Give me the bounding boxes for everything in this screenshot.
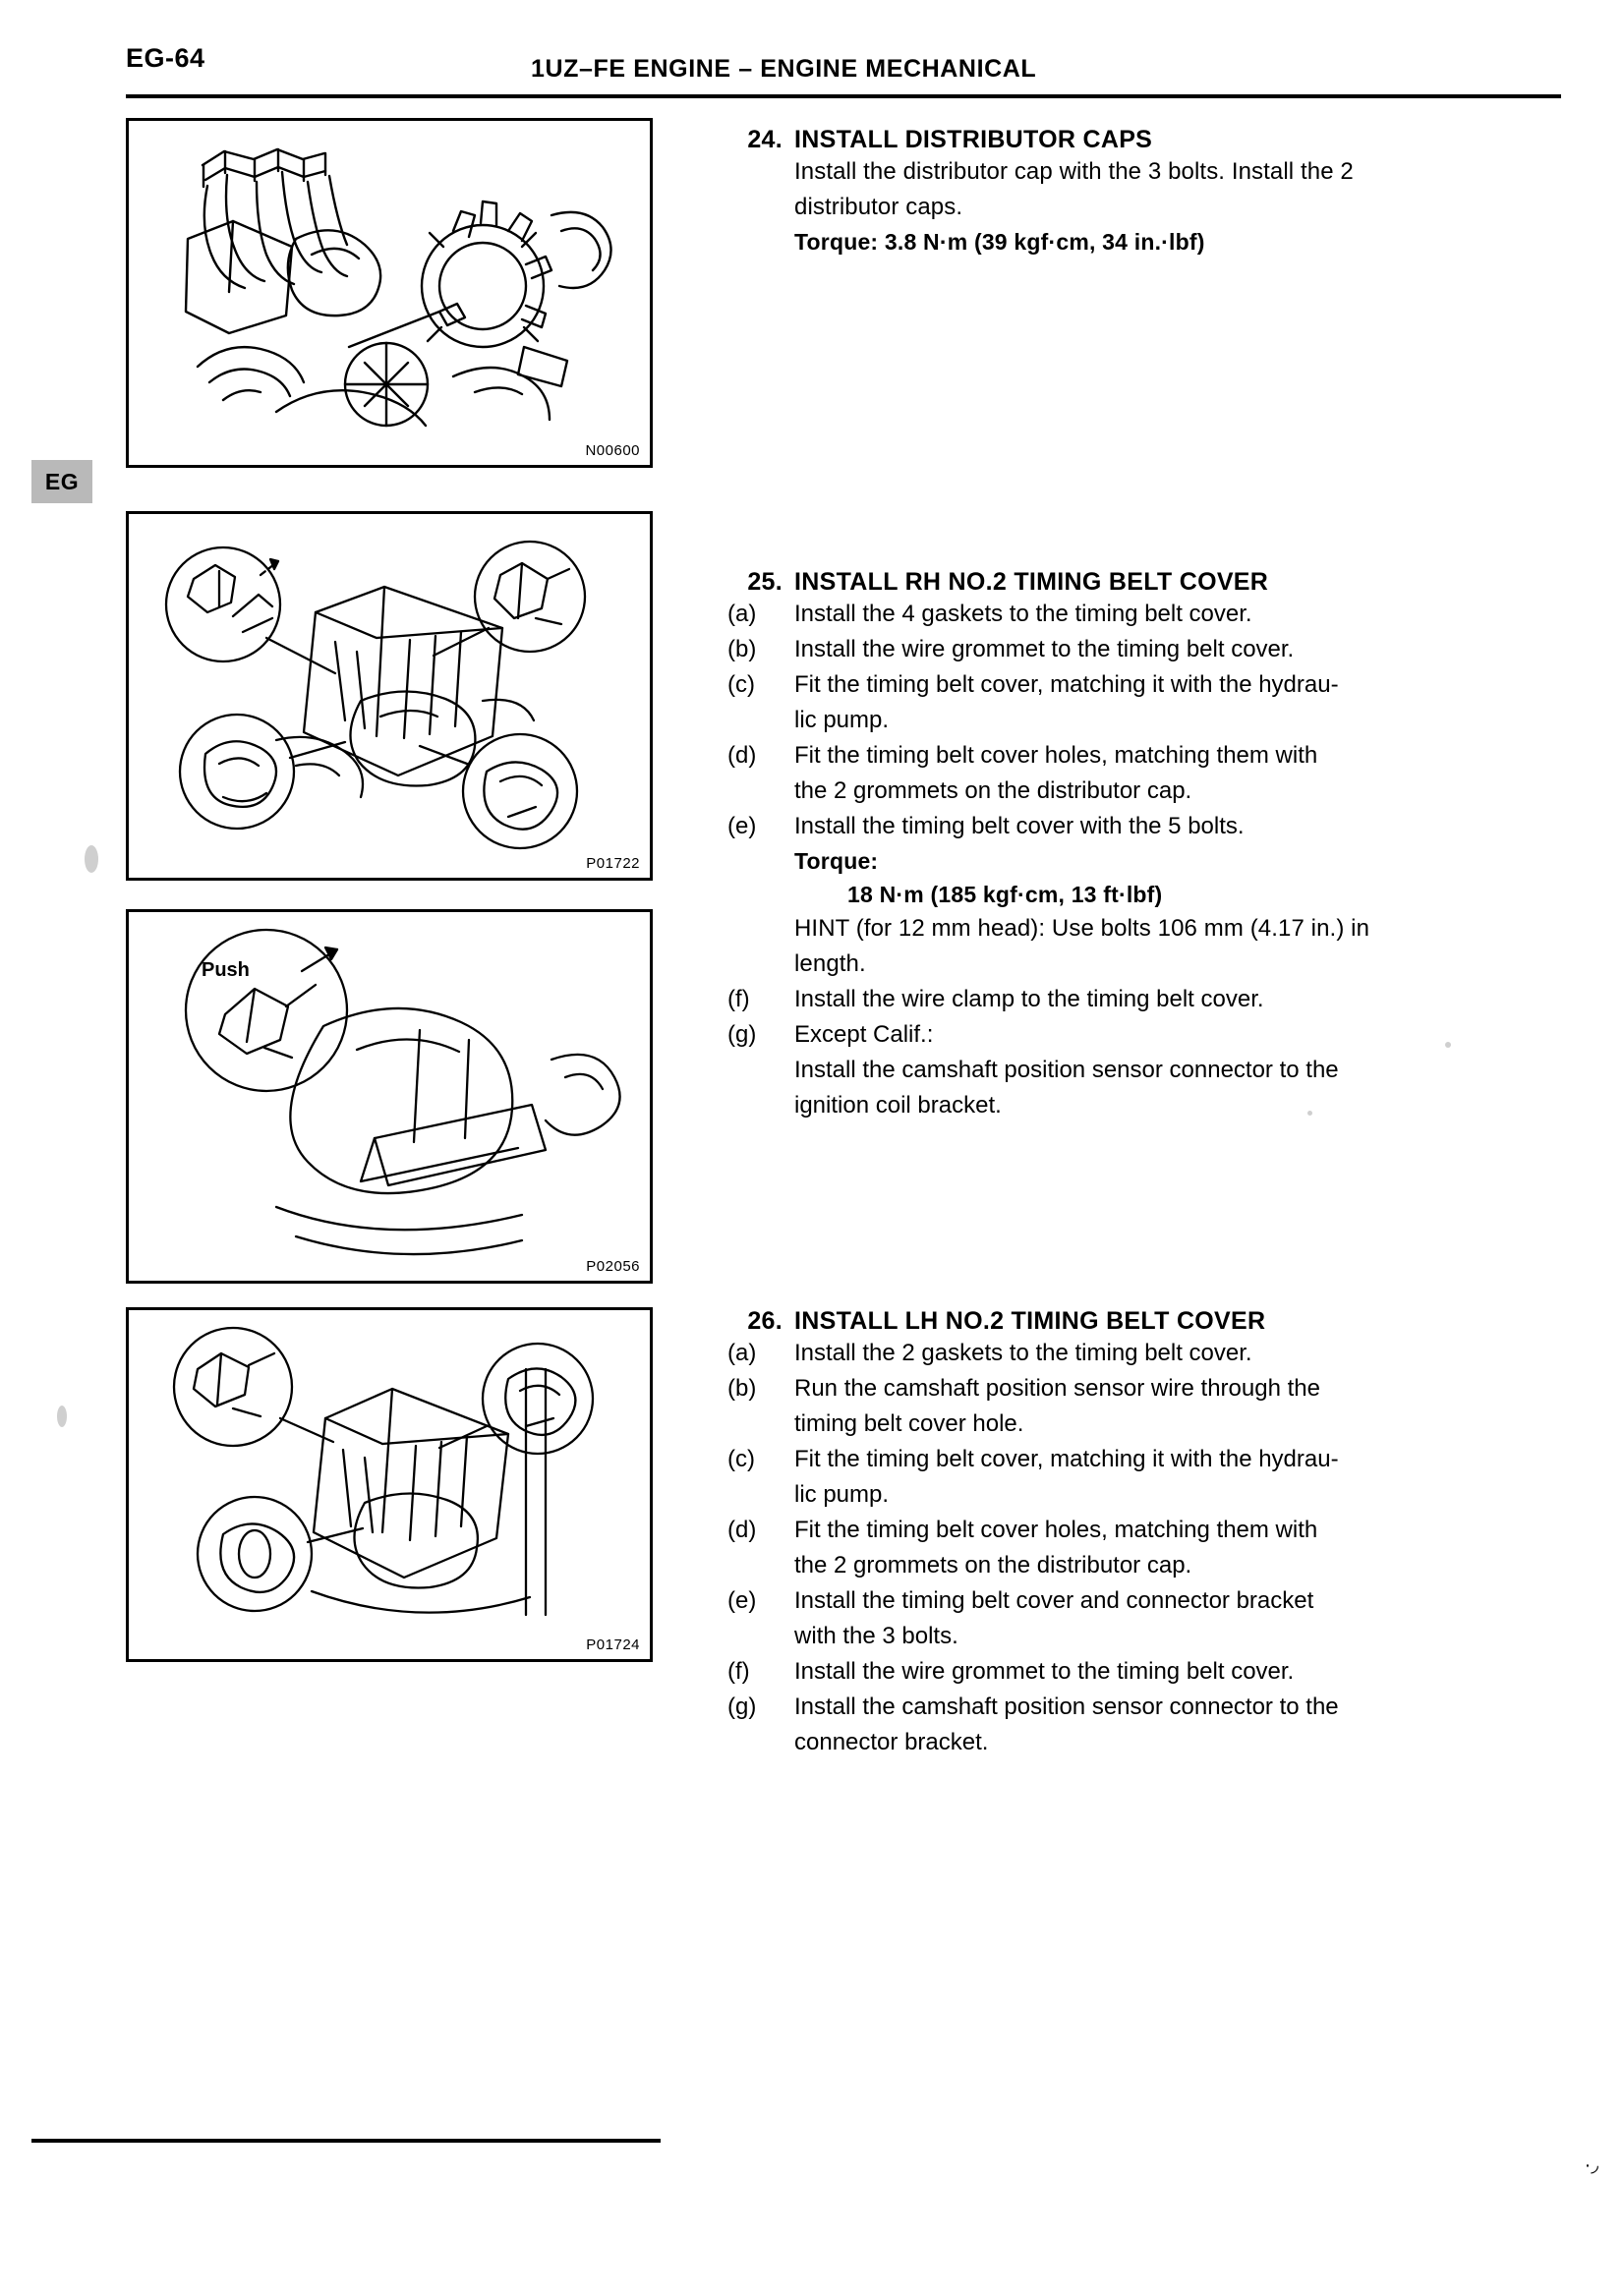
- step-26-title: INSTALL LH NO.2 TIMING BELT COVER: [794, 1307, 1266, 1335]
- step-25-item-f: [727, 982, 1563, 1017]
- figure-lh-timing-belt-cover: [126, 1307, 653, 1662]
- step-24-number: 24.: [747, 126, 783, 153]
- item-label: (b): [727, 636, 757, 662]
- item-text: Install the timing belt cover with the 5 bolts.: [794, 813, 1245, 839]
- step-24: [727, 126, 1563, 258]
- item-label: (f): [727, 1658, 750, 1685]
- figure-code: N00600: [585, 442, 640, 459]
- item-label: [727, 774, 794, 809]
- item-label: (c): [727, 1446, 755, 1472]
- step-25-number: 25.: [747, 568, 783, 596]
- item-label: (d): [727, 1517, 757, 1543]
- item-label: (g): [727, 1021, 757, 1048]
- scan-artifact: [1445, 1042, 1451, 1048]
- step-26-item-g-cont: [727, 1725, 1563, 1760]
- item-label: [727, 703, 794, 738]
- step-26-item-b: [727, 1371, 1563, 1406]
- item-label: (b): [727, 1375, 757, 1402]
- figure-code: P01724: [586, 1636, 640, 1653]
- item-text: Fit the timing belt cover holes, matching them with: [794, 1517, 1318, 1543]
- item-label: (f): [727, 986, 750, 1012]
- item-label: (e): [727, 1587, 757, 1614]
- item-text: Install the camshaft position sensor connector to the: [794, 1057, 1339, 1083]
- item-text: ignition coil bracket.: [794, 1092, 1002, 1119]
- step-25-heading: [727, 568, 1563, 597]
- item-text: Install the wire grommet to the timing belt cover.: [794, 1658, 1295, 1685]
- step-25-torque-label: Torque:: [794, 848, 879, 874]
- figure-wire-clamp-push: [126, 909, 653, 1284]
- item-text: Fit the timing belt cover, matching it with the hydrau-: [794, 671, 1339, 698]
- figure-4-illustration: [129, 1310, 650, 1659]
- step-25-item-e: [727, 809, 1563, 844]
- step-25-item-d: [727, 738, 1563, 774]
- step-26-number: 26.: [747, 1307, 783, 1335]
- step-26: [727, 1307, 1563, 1760]
- step-26-item-e: [727, 1583, 1563, 1619]
- step-26-item-f: [727, 1654, 1563, 1690]
- step-25-item-g-cont-1: [727, 1053, 1563, 1088]
- step-26-item-c: [727, 1442, 1563, 1477]
- step-25-hint-line-2: length.: [794, 950, 866, 977]
- step-24-title: INSTALL DISTRIBUTOR CAPS: [794, 126, 1153, 153]
- step-25-item-a: [727, 597, 1563, 632]
- figure-code: P02056: [586, 1258, 640, 1275]
- item-text: timing belt cover hole.: [794, 1410, 1024, 1437]
- item-text: Install the wire clamp to the timing belt cover.: [794, 986, 1264, 1012]
- item-label: [727, 1406, 794, 1442]
- header-divider: [126, 94, 1561, 98]
- item-label: [727, 1088, 794, 1123]
- corner-mark: ·◞: [1584, 2154, 1598, 2176]
- item-text: Install the 2 gaskets to the timing belt cover.: [794, 1340, 1252, 1366]
- figure-1-illustration: [129, 121, 650, 465]
- step-25-title: INSTALL RH NO.2 TIMING BELT COVER: [794, 568, 1269, 596]
- scan-artifact: [1307, 1111, 1312, 1116]
- item-text: Install the camshaft position sensor connector to the: [794, 1693, 1339, 1720]
- step-26-item-b-cont: [727, 1406, 1563, 1442]
- step-24-line-2: distributor caps.: [794, 194, 963, 220]
- footer-divider: [31, 2139, 661, 2143]
- item-label: [727, 1548, 794, 1583]
- figure-2-illustration: [129, 514, 650, 878]
- item-text: with the 3 bolts.: [794, 1623, 958, 1649]
- item-text: Fit the timing belt cover, matching it with the hydrau-: [794, 1446, 1339, 1472]
- step-26-item-d: [727, 1513, 1563, 1548]
- item-label: (e): [727, 813, 757, 839]
- section-tab-eg: EG: [31, 460, 92, 503]
- page-title: 1UZ–FE ENGINE – ENGINE MECHANICAL: [531, 55, 1037, 83]
- step-25-torque-value: 18 N·m (185 kgf·cm, 13 ft·lbf): [847, 882, 1163, 907]
- item-label: [727, 1725, 794, 1760]
- item-text: Run the camshaft position sensor wire through the: [794, 1375, 1320, 1402]
- step-26-heading: [727, 1307, 1563, 1336]
- item-text: the 2 grommets on the distributor cap.: [794, 777, 1192, 804]
- item-text: Except Calif.:: [794, 1021, 934, 1048]
- item-text: lic pump.: [794, 707, 890, 733]
- item-text: Install the 4 gaskets to the timing belt cover.: [794, 601, 1252, 627]
- step-26-item-c-cont: [727, 1477, 1563, 1513]
- step-26-item-g: [727, 1690, 1563, 1725]
- item-label: [727, 1477, 794, 1513]
- page-number: EG-64: [126, 43, 205, 73]
- step-26-item-a: [727, 1336, 1563, 1371]
- step-25-item-g-cont-2: [727, 1088, 1563, 1123]
- step-25-item-c: [727, 667, 1563, 703]
- step-25-item-d-cont: [727, 774, 1563, 809]
- item-label: (a): [727, 601, 757, 627]
- step-26-item-d-cont: [727, 1548, 1563, 1583]
- step-25-hint-line-1: HINT (for 12 mm head): Use bolts 106 mm (4.17 in.) in: [794, 915, 1370, 942]
- figure-rh-timing-belt-cover: [126, 511, 653, 881]
- scan-artifact: [57, 1406, 67, 1427]
- item-text: connector bracket.: [794, 1729, 989, 1755]
- item-label: (g): [727, 1693, 757, 1720]
- step-25: [727, 568, 1563, 1123]
- scan-artifact: [85, 845, 98, 873]
- item-label: [727, 1619, 794, 1654]
- figure-distributor-caps: [126, 118, 653, 468]
- step-25-item-g: [727, 1017, 1563, 1053]
- item-text: lic pump.: [794, 1481, 890, 1508]
- figure-code: P01722: [586, 855, 640, 872]
- item-label: (a): [727, 1340, 757, 1366]
- item-text: the 2 grommets on the distributor cap.: [794, 1552, 1192, 1578]
- figure-label-push: Push: [202, 959, 250, 981]
- step-25-item-c-cont: [727, 703, 1563, 738]
- item-label: [727, 1053, 794, 1088]
- step-26-item-e-cont: [727, 1619, 1563, 1654]
- step-25-item-b: [727, 632, 1563, 667]
- item-label: (c): [727, 671, 755, 698]
- step-24-torque: Torque: 3.8 N·m (39 kgf·cm, 34 in.·lbf): [794, 229, 1205, 255]
- step-24-line-1: Install the distributor cap with the 3 bolts. Install the 2: [794, 158, 1354, 185]
- item-text: Install the wire grommet to the timing belt cover.: [794, 636, 1295, 662]
- item-text: Install the timing belt cover and connector bracket: [794, 1587, 1314, 1614]
- step-24-heading: [727, 126, 1563, 154]
- item-label: (d): [727, 742, 757, 769]
- item-text: Fit the timing belt cover holes, matching them with: [794, 742, 1318, 769]
